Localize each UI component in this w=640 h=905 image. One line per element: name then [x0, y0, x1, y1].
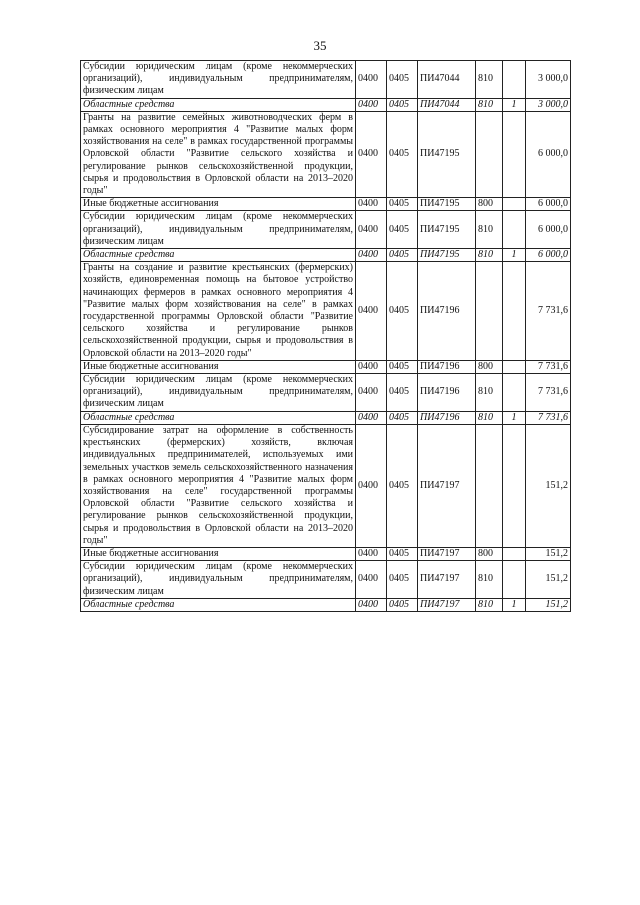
table-row — [81, 211, 571, 249]
budget-table-body — [81, 61, 571, 612]
funding-source-code: 1 — [503, 98, 526, 111]
program-code: ПИ47195 — [418, 198, 476, 211]
subsection-code: 0405 — [387, 411, 418, 424]
subsection-code: 0405 — [387, 561, 418, 599]
expense-type-code — [476, 424, 503, 547]
expense-type-code: 810 — [476, 61, 503, 99]
section-code: 0400 — [356, 111, 387, 197]
section-code: 0400 — [356, 61, 387, 99]
amount: 7 731,6 — [526, 262, 571, 361]
program-code: ПИ47196 — [418, 411, 476, 424]
section-code: 0400 — [356, 411, 387, 424]
section-code: 0400 — [356, 374, 387, 412]
subsection-code: 0405 — [387, 262, 418, 361]
subsection-code: 0405 — [387, 111, 418, 197]
section-code: 0400 — [356, 360, 387, 373]
row-name: Иные бюджетные ассигнования — [81, 198, 356, 211]
program-code: ПИ47197 — [418, 598, 476, 611]
funding-source-code — [503, 374, 526, 412]
table-row — [81, 61, 571, 99]
subsection-code: 0405 — [387, 198, 418, 211]
table-row — [81, 111, 571, 197]
table-row — [81, 198, 571, 211]
program-code: ПИ47044 — [418, 98, 476, 111]
section-code: 0400 — [356, 598, 387, 611]
amount: 7 731,6 — [526, 360, 571, 373]
program-code: ПИ47195 — [418, 111, 476, 197]
row-name: Областные средства — [81, 598, 356, 611]
table-row — [81, 262, 571, 361]
funding-source-code — [503, 424, 526, 547]
funding-source-code — [503, 111, 526, 197]
section-code: 0400 — [356, 211, 387, 249]
subsection-code: 0405 — [387, 249, 418, 262]
funding-source-code: 1 — [503, 249, 526, 262]
expense-type-code: 800 — [476, 360, 503, 373]
program-code: ПИ47044 — [418, 61, 476, 99]
funding-source-code — [503, 61, 526, 99]
expense-type-code: 810 — [476, 561, 503, 599]
program-code: ПИ47197 — [418, 561, 476, 599]
amount: 3 000,0 — [526, 98, 571, 111]
program-code: ПИ47196 — [418, 374, 476, 412]
table-row — [81, 360, 571, 373]
table-row — [81, 411, 571, 424]
row-name: Субсидии юридическим лицам (кроме некоммерческих организаций), индивидуальным предпринимателям, физическим лицам — [81, 61, 356, 99]
program-code: ПИ47196 — [418, 262, 476, 361]
subsection-code: 0405 — [387, 211, 418, 249]
expense-type-code — [476, 262, 503, 361]
funding-source-code — [503, 211, 526, 249]
section-code: 0400 — [356, 262, 387, 361]
row-name: Субсидии юридическим лицам (кроме некоммерческих организаций), индивидуальным предпринимателям, физическим лицам — [81, 561, 356, 599]
table-row — [81, 98, 571, 111]
program-code: ПИ47195 — [418, 249, 476, 262]
expense-type-code: 800 — [476, 198, 503, 211]
program-code: ПИ47197 — [418, 547, 476, 560]
subsection-code: 0405 — [387, 424, 418, 547]
subsection-code: 0405 — [387, 547, 418, 560]
amount: 6 000,0 — [526, 198, 571, 211]
table-row — [81, 561, 571, 599]
page-number: 35 — [313, 38, 327, 53]
funding-source-code: 1 — [503, 598, 526, 611]
funding-source-code — [503, 198, 526, 211]
section-code: 0400 — [356, 547, 387, 560]
amount: 7 731,6 — [526, 374, 571, 412]
expense-type-code: 810 — [476, 598, 503, 611]
amount: 6 000,0 — [526, 249, 571, 262]
row-name: Областные средства — [81, 249, 356, 262]
funding-source-code: 1 — [503, 411, 526, 424]
subsection-code: 0405 — [387, 598, 418, 611]
amount: 151,2 — [526, 547, 571, 560]
subsection-code: 0405 — [387, 374, 418, 412]
row-name: Гранты на развитие семейных животноводческих ферм в рамках основного мероприятия 4 "Развитие малых форм хозяйствования на селе" в рамках государственной программы Орловской области "Развитие сельского хозяйства и регулирование рынков сельскохозяйственной продукции, сырья и продовольствия в Орловской области на 2013–2020 годы" — [81, 111, 356, 197]
amount: 151,2 — [526, 424, 571, 547]
expense-type-code: 810 — [476, 211, 503, 249]
funding-source-code — [503, 561, 526, 599]
budget-table — [80, 60, 571, 612]
expense-type-code: 810 — [476, 411, 503, 424]
amount: 151,2 — [526, 561, 571, 599]
amount: 6 000,0 — [526, 211, 571, 249]
table-row — [81, 249, 571, 262]
amount: 7 731,6 — [526, 411, 571, 424]
row-name: Субсидирование затрат на оформление в собственность крестьянских (фермерских) хозяйств, включая индивидуальных предпринимателей, используемых ими земельных участков земель сельскохозяйственного назначения в рамках основного мероприятия 4 "Развитие малых форм хозяйствования на селе" государственной программы Орловской области "Развитие сельского хозяйства и регулирование рынков сельскохозяйственной продукции, сырья и продовольствия в Орловской области на 2013–2020 годы" — [81, 424, 356, 547]
table-row — [81, 547, 571, 560]
row-name: Гранты на создание и развитие крестьянских (фермерских) хозяйств, единовременная помощь на бытовое устройство начинающих фермеров в рамках основного мероприятия 4 "Развитие малых форм хозяйствования на селе" в рамках государственной программы Орловской области "Развитие сельского хозяйства и регулирование рынков сельскохозяйственной продукции, сырья и продовольствия в Орловской области на 2013–2020 годы" — [81, 262, 356, 361]
row-name: Иные бюджетные ассигнования — [81, 360, 356, 373]
section-code: 0400 — [356, 424, 387, 547]
subsection-code: 0405 — [387, 360, 418, 373]
section-code: 0400 — [356, 561, 387, 599]
table-row — [81, 374, 571, 412]
funding-source-code — [503, 262, 526, 361]
section-code: 0400 — [356, 249, 387, 262]
expense-type-code — [476, 111, 503, 197]
program-code: ПИ47196 — [418, 360, 476, 373]
row-name: Субсидии юридическим лицам (кроме некоммерческих организаций), индивидуальным предпринимателям, физическим лицам — [81, 211, 356, 249]
row-name: Субсидии юридическим лицам (кроме некоммерческих организаций), индивидуальным предпринимателям, физическим лицам — [81, 374, 356, 412]
program-code: ПИ47197 — [418, 424, 476, 547]
funding-source-code — [503, 360, 526, 373]
row-name: Иные бюджетные ассигнования — [81, 547, 356, 560]
section-code: 0400 — [356, 198, 387, 211]
funding-source-code — [503, 547, 526, 560]
table-row — [81, 598, 571, 611]
expense-type-code: 810 — [476, 249, 503, 262]
amount: 6 000,0 — [526, 111, 571, 197]
expense-type-code: 810 — [476, 98, 503, 111]
expense-type-code: 800 — [476, 547, 503, 560]
subsection-code: 0405 — [387, 61, 418, 99]
amount: 151,2 — [526, 598, 571, 611]
table-row — [81, 424, 571, 547]
row-name: Областные средства — [81, 98, 356, 111]
expense-type-code: 810 — [476, 374, 503, 412]
program-code: ПИ47195 — [418, 211, 476, 249]
section-code: 0400 — [356, 98, 387, 111]
subsection-code: 0405 — [387, 98, 418, 111]
row-name: Областные средства — [81, 411, 356, 424]
amount: 3 000,0 — [526, 61, 571, 99]
